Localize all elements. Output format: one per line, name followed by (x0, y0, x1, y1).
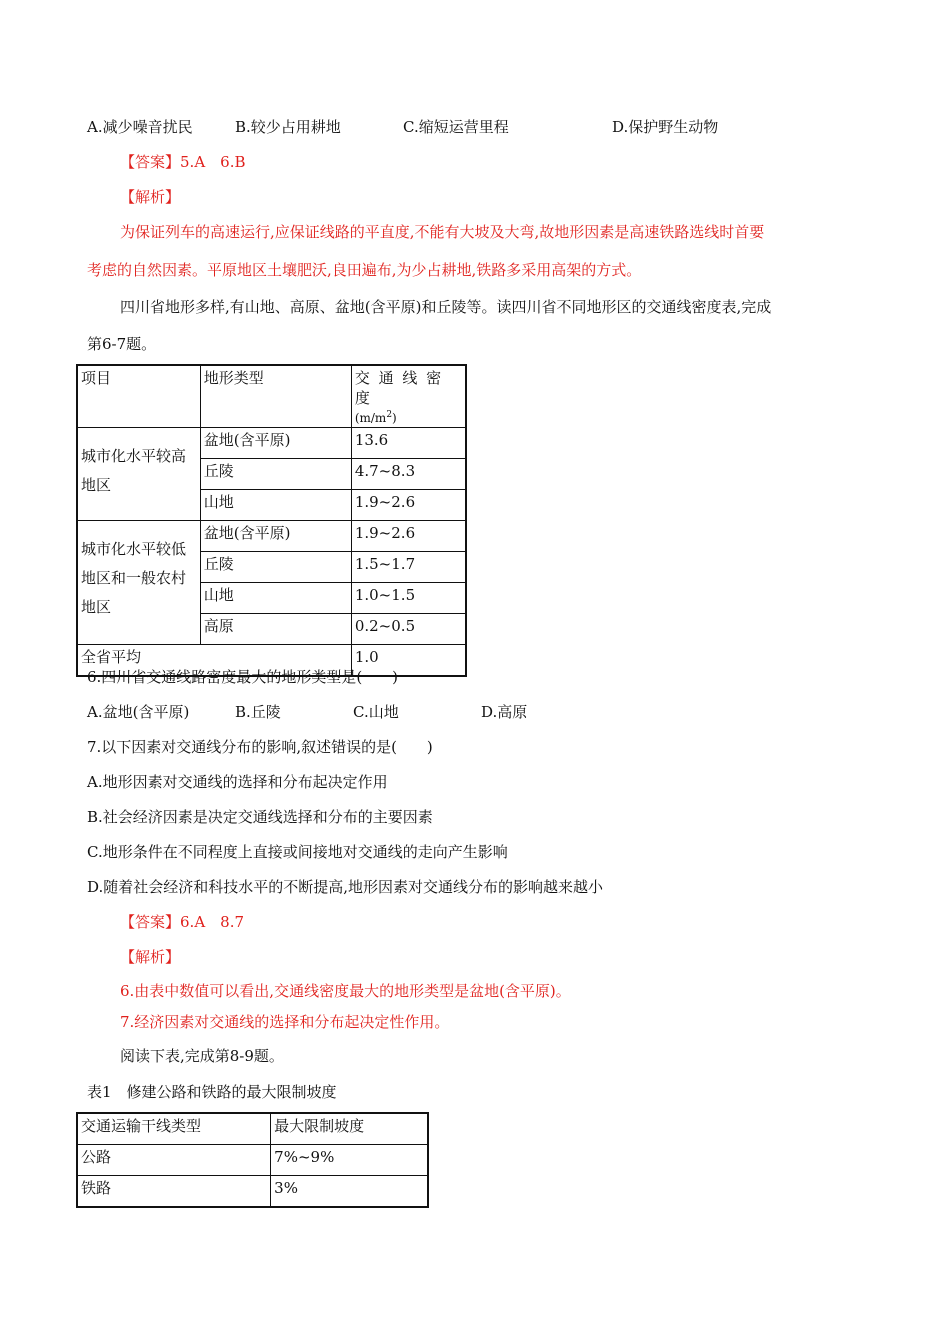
analysis-line: 为保证列车的高速运行,应保证线路的平直度,不能有大坡及大弯,故地形因素是高速铁路选线时首要 (120, 223, 765, 241)
option-c: C.山地 (353, 703, 399, 721)
table-row (77, 428, 466, 459)
intro-text: 阅读下表,完成第8-9题。 (120, 1047, 284, 1065)
slope-table (76, 1112, 429, 1208)
table-header-row (77, 1113, 428, 1145)
option-a: A.减少噪音扰民 (87, 118, 193, 136)
answer-value: 6.A 8.7 (180, 913, 245, 931)
slope-cell: 7%~9% (271, 1145, 428, 1176)
option-a: A.盆地(含平原) (87, 703, 190, 721)
table-row (77, 1145, 428, 1176)
terrain-cell: 高原 (200, 614, 351, 645)
table-row (77, 521, 466, 552)
density-table (76, 364, 467, 677)
table-row (77, 1176, 428, 1208)
density-cell: 1.9~2.6 (351, 490, 466, 521)
density-cell: 1.5~1.7 (351, 552, 466, 583)
header-type: 交通运输干线类型 (77, 1113, 271, 1145)
density-cell: 13.6 (351, 428, 466, 459)
option-b: B.社会经济因素是决定交通线选择和分布的主要因素 (87, 808, 433, 826)
table-caption: 表1 修建公路和铁路的最大限制坡度 (87, 1083, 337, 1101)
option-b: B.丘陵 (235, 703, 281, 721)
option-c: C.缩短运营里程 (403, 118, 509, 136)
option-c: C.地形条件在不同程度上直接或间接地对交通线的走向产生影响 (87, 843, 508, 861)
option-b: B.较少占用耕地 (235, 118, 341, 136)
intro-text: 第6-7题。 (87, 335, 157, 353)
answer-block-1 (120, 152, 246, 172)
intro-text: 四川省地形多样,有山地、高原、盆地(含平原)和丘陵等。读四川省不同地形区的交通线密度表,完成 (120, 298, 772, 316)
header-density-label: 交 通 线 密 度 (354, 369, 444, 407)
density-cell: 0.2~0.5 (351, 614, 466, 645)
terrain-cell: 盆地(含平原) (200, 428, 351, 459)
option-d: D.随着社会经济和科技水平的不断提高,地形因素对交通线分布的影响越来越小 (87, 878, 604, 896)
density-cell: 1.9~2.6 (351, 521, 466, 552)
header-density-unit: $(m/m^2)$ (354, 410, 397, 425)
terrain-cell: 丘陵 (200, 459, 351, 490)
header-terrain: 地形类型 (200, 365, 351, 428)
density-cell: 1.0~1.5 (351, 583, 466, 614)
option-d: D.高原 (481, 703, 528, 721)
answer-label: 【答案】 (120, 153, 181, 171)
terrain-cell: 盆地(含平原) (200, 521, 351, 552)
option-a: A.地形因素对交通线的选择和分布起决定作用 (87, 773, 388, 791)
avg-label: 全省平均 (77, 645, 351, 677)
analysis-line: 6.由表中数值可以看出,交通线密度最大的地形类型是盆地(含平原)。 (120, 982, 571, 1000)
option-d: D.保护野生动物 (612, 118, 719, 136)
type-cell: 公路 (77, 1145, 271, 1176)
terrain-cell: 丘陵 (200, 552, 351, 583)
answer-block-2 (120, 912, 244, 932)
terrain-cell: 山地 (200, 490, 351, 521)
table-header-row (77, 365, 466, 428)
slope-cell: 3% (271, 1176, 428, 1208)
group-label: 城市化水平较高地区 (77, 428, 200, 521)
density-cell: 4.7~8.3 (351, 459, 466, 490)
analysis-line: 7.经济因素对交通线的选择和分布起决定性作用。 (120, 1013, 450, 1031)
analysis-label: 【解析】 (120, 188, 181, 206)
header-slope: 最大限制坡度 (271, 1113, 428, 1145)
answer-label: 【答案】 (120, 913, 181, 931)
analysis-label: 【解析】 (120, 948, 181, 966)
analysis-line: 考虑的自然因素。平原地区土壤肥沃,良田遍布,为少占耕地,铁路多采用高架的方式。 (87, 261, 642, 279)
answer-value: 5.A 6.B (180, 153, 246, 171)
question-stem: 7.以下因素对交通线分布的影响,叙述错误的是( ) (87, 738, 433, 756)
type-cell: 铁路 (77, 1176, 271, 1208)
header-density (351, 365, 466, 428)
group-label: 城市化水平较低地区和一般农村地区 (77, 521, 200, 645)
question-stem: 6.四川省交通线路密度最大的地形类型是( ) (87, 668, 399, 686)
density-cell: 1.0 (351, 645, 466, 677)
terrain-cell: 山地 (200, 583, 351, 614)
header-item: 项目 (77, 365, 200, 428)
